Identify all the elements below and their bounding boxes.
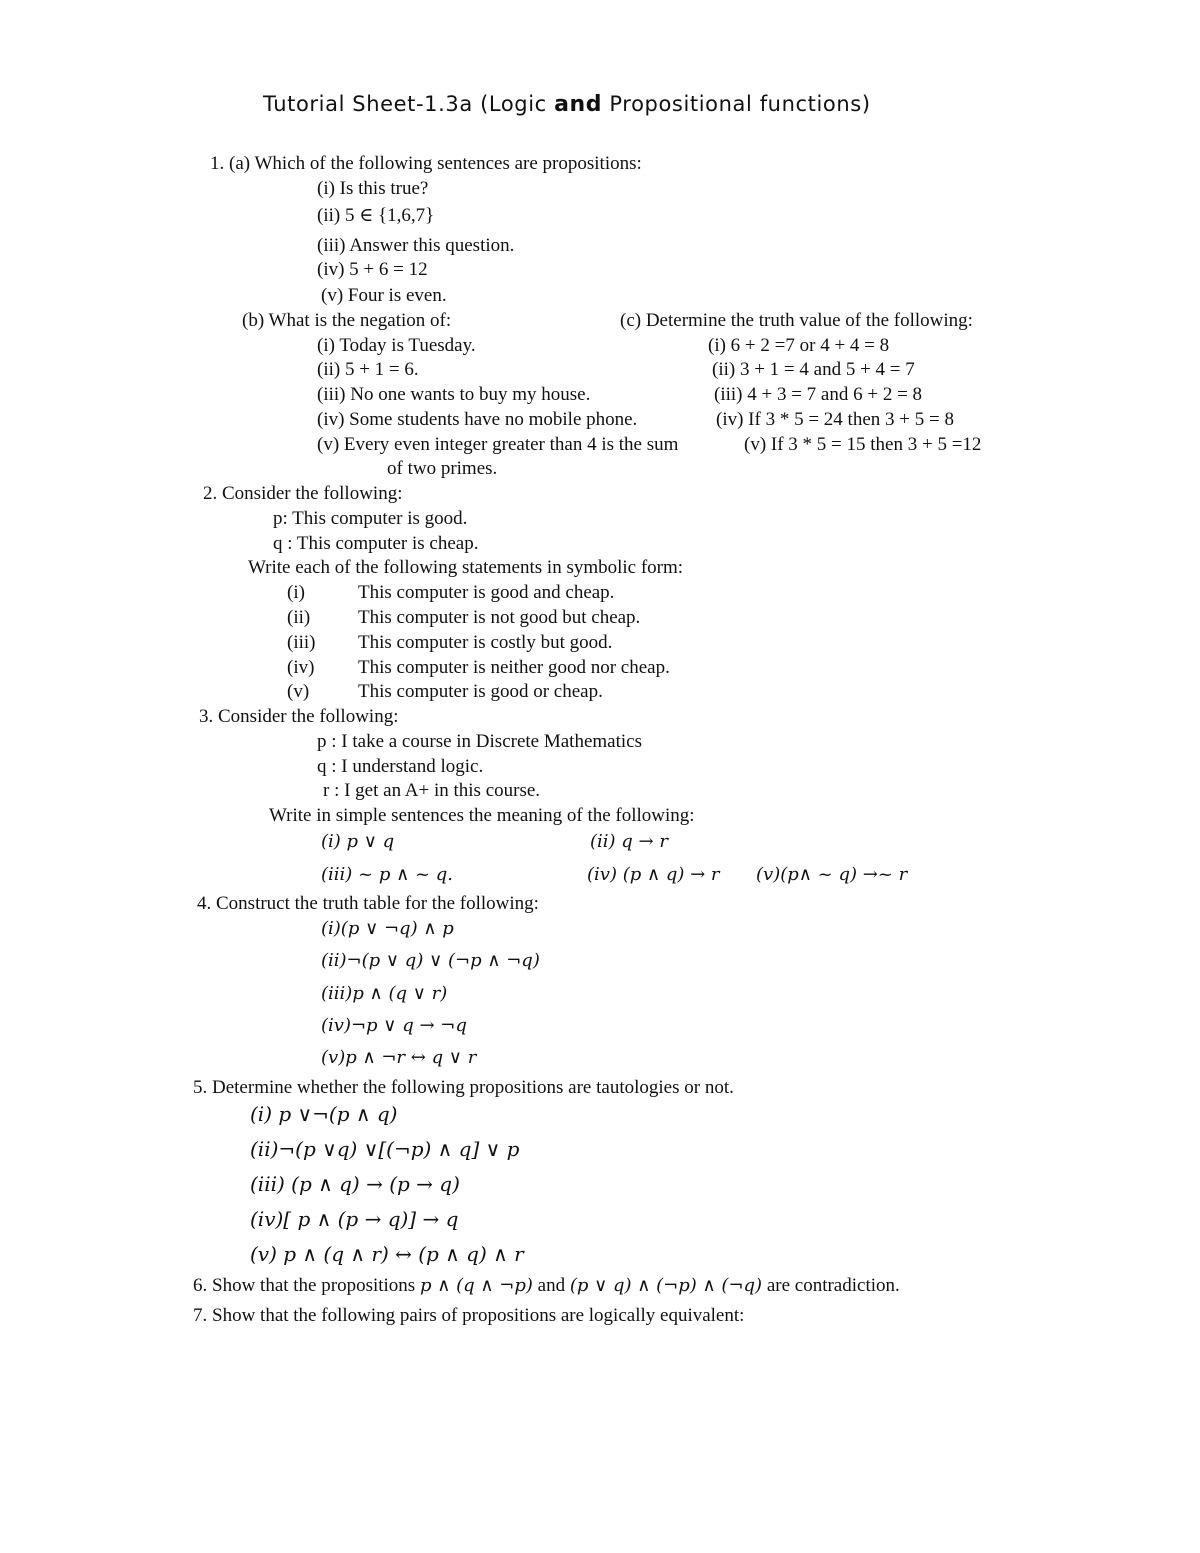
q1-b-item: (iv) Some students have no mobile phone. xyxy=(317,409,638,430)
q4-expression: (iii)p ∧ (q ∨ r) xyxy=(321,983,448,1004)
q2-heading: 2. Consider the following: xyxy=(203,483,403,504)
q6-text xyxy=(193,1275,900,1297)
q4-heading: 4. Construct the truth table for the following: xyxy=(197,893,539,914)
q1-a-item: (ii) 5 ∈ {1,6,7} xyxy=(317,205,435,226)
q2-q-definition: q : This computer is cheap. xyxy=(273,533,479,554)
q2-item-text: This computer is good or cheap. xyxy=(358,681,603,702)
q1-c-item: (iv) If 3 * 5 = 24 then 3 + 5 = 8 xyxy=(716,409,954,430)
title-part1: Tutorial Sheet-1.3a (Logic xyxy=(263,92,555,116)
q3-instruction: Write in simple sentences the meaning of the following: xyxy=(269,805,695,826)
q1-c-heading: (c) Determine the truth value of the following: xyxy=(620,310,973,331)
q2-item-text: This computer is not good but cheap. xyxy=(358,607,641,628)
q3-expression: (iii) ~ p ∧ ~ q. xyxy=(321,864,454,885)
q7-text: 7. Show that the following pairs of propositions are logically equivalent: xyxy=(193,1305,745,1326)
q2-instruction: Write each of the following statements in symbolic form: xyxy=(248,557,684,578)
q2-item-number: (v) xyxy=(287,681,310,702)
q1-a-item: (iii) Answer this question. xyxy=(317,235,515,256)
q1-a-heading: 1. (a) Which of the following sentences are propositions: xyxy=(210,153,642,174)
q1-b-item: (iii) No one wants to buy my house. xyxy=(317,384,591,405)
q2-item-number: (iv) xyxy=(287,657,315,678)
q6-post: are contradiction. xyxy=(762,1275,900,1296)
q2-item-text: This computer is costly but good. xyxy=(358,632,613,653)
q2-p-definition: p: This computer is good. xyxy=(273,508,468,529)
q4-expression: (v)p ∧ ¬r ↔ q ∨ r xyxy=(321,1047,477,1068)
q3-p-definition: p : I take a course in Discrete Mathematics xyxy=(317,731,642,752)
q6-expression-2: (p ∨ q) ∧ (¬p) ∧ (¬q) xyxy=(569,1275,763,1296)
q1-b-item: (i) Today is Tuesday. xyxy=(317,335,476,356)
q1-c-item: (v) If 3 * 5 = 15 then 3 + 5 =12 xyxy=(744,434,982,455)
q5-heading: 5. Determine whether the following propositions are tautologies or not. xyxy=(193,1077,734,1098)
q5-expression: (iii) (p ∧ q) → (p → q) xyxy=(250,1172,460,1196)
title-part2: Propositional functions) xyxy=(602,92,871,116)
q4-expression: (iv)¬p ∨ q → ¬q xyxy=(321,1015,467,1036)
q3-expression: (v)(p∧ ~ q) →~ r xyxy=(756,864,908,885)
q3-heading: 3. Consider the following: xyxy=(199,706,399,727)
q3-r-definition: r : I get an A+ in this course. xyxy=(323,780,541,801)
q5-expression: (iv)[ p ∧ (p → q)] → q xyxy=(250,1207,459,1231)
q2-item-number: (ii) xyxy=(287,607,311,628)
q1-a-item: (v) Four is even. xyxy=(321,285,447,306)
q1-b-item-continuation: of two primes. xyxy=(387,458,498,479)
q2-item-number: (i) xyxy=(287,582,305,603)
title-bold-word: and xyxy=(554,92,603,117)
q6-pre: 6. Show that the propositions xyxy=(193,1275,420,1296)
q5-expression: (ii)¬(p ∨q) ∨[(¬p) ∧ q] ∨ p xyxy=(250,1137,520,1161)
q2-item-text: This computer is good and cheap. xyxy=(358,582,615,603)
q1-c-item: (ii) 3 + 1 = 4 and 5 + 4 = 7 xyxy=(712,359,915,380)
page-title xyxy=(263,92,871,117)
q1-a-item: (i) Is this true? xyxy=(317,178,429,199)
q3-expression: (iv) (p ∧ q) → r xyxy=(587,864,720,885)
q2-item-number: (iii) xyxy=(287,632,316,653)
q3-expression: (i) p ∨ q xyxy=(321,831,395,852)
q1-b-item: (ii) 5 + 1 = 6. xyxy=(317,359,419,380)
q1-b-item: (v) Every even integer greater than 4 is the sum xyxy=(317,434,679,455)
q6-mid: and xyxy=(532,1275,570,1296)
q4-expression: (ii)¬(p ∨ q) ∨ (¬p ∧ ¬q) xyxy=(321,950,540,971)
q6-expression-1: p ∧ (q ∧ ¬p) xyxy=(419,1275,533,1296)
q3-expression: (ii) q → r xyxy=(590,831,668,852)
q1-a-item: (iv) 5 + 6 = 12 xyxy=(317,259,428,280)
q1-b-heading: (b) What is the negation of: xyxy=(242,310,452,331)
q5-expression: (v) p ∧ (q ∧ r) ↔ (p ∧ q) ∧ r xyxy=(250,1242,524,1266)
q5-expression: (i) p ∨¬(p ∧ q) xyxy=(250,1102,398,1126)
q4-expression: (i)(p ∨ ¬q) ∧ p xyxy=(321,918,454,939)
q1-c-item: (i) 6 + 2 =7 or 4 + 4 = 8 xyxy=(708,335,890,356)
q1-c-item: (iii) 4 + 3 = 7 and 6 + 2 = 8 xyxy=(714,384,923,405)
q3-q-definition: q : I understand logic. xyxy=(317,756,484,777)
q2-item-text: This computer is neither good nor cheap. xyxy=(358,657,670,678)
